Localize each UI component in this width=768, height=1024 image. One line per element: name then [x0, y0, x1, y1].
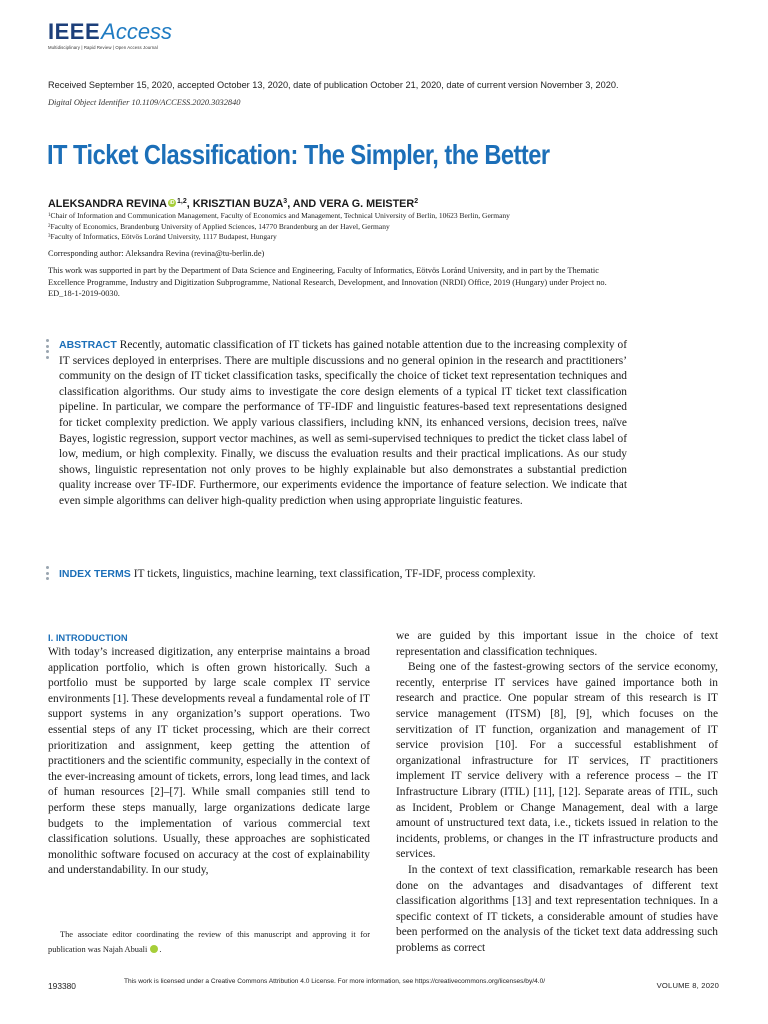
editor-footnote: The associate editor coordinating the review of this manuscript and approving it for publication was Najah Abuali iD. [48, 930, 370, 955]
intro-paragraph-3: In the context of text classification, remarkable research has been done on the advantages and disadvantages of different text classification algorithms [13] and text representation techniques. In a specific context of IT tickets, a considerable amount of studies have been performed on the analysis of the ticket text data addressing such problems as correct [396, 863, 718, 954]
footnote-text: The associate editor coordinating the review of this manuscript and approving it for publication was Najah Abuali [48, 930, 370, 955]
volume-info: VOLUME 8, 2020 [656, 981, 719, 990]
journal-logo [48, 21, 172, 50]
author-list [48, 198, 418, 210]
affiliation-3: $^3$Faculty of Informatics, Eötvös Loránd University, 1117 Budapest, Hungary [48, 232, 277, 241]
left-column [48, 630, 370, 879]
index-terms [59, 568, 659, 580]
logo-tagline: Multidisciplinary | Rapid Review | Open Access Journal [48, 45, 158, 50]
logo-access-text: Access [101, 19, 173, 44]
author-3[interactable]: , AND VERA G. MEISTER [287, 198, 415, 210]
affiliations [48, 211, 510, 243]
index-terms-label: INDEX TERMS [59, 568, 131, 580]
author-2[interactable]: , KRISZTIAN BUZA [186, 198, 284, 210]
index-terms-text: IT tickets, linguistics, machine learning, text classification, TF-IDF, process complexity. [133, 568, 536, 580]
intro-paragraph-1-cont: we are guided by this important issue in the choice of text representation and classification techniques. [396, 630, 718, 658]
affiliation-1: $^1$Chair of Information and Communication Management, Faculty of Economics and Management, Technical University of Berlin, 10623 Berlin, Germany [48, 211, 510, 220]
doi-line: Digital Object Identifier 10.1109/ACCESS.2020.3032840 [48, 98, 241, 107]
index-terms-marker-icon [46, 566, 50, 583]
author-2-affil: 3 [283, 198, 288, 205]
paper-title: IT Ticket Classification: The Simpler, the Better [47, 139, 550, 170]
author-1[interactable]: ALEKSANDRA REVINA [48, 198, 167, 210]
corresponding-author: Corresponding author: Aleksandra Revina (revina@tu-berlin.de) [48, 249, 265, 258]
author-1-affil: 1,2 [176, 198, 187, 205]
abstract-text: Recently, automatic classification of IT tickets has gained notable attention due to the increasing complexity of IT services deployed in enterprises. There are multiple discussions and no general opinion in the research and practitioners’ community on the design of IT ticket classification tasks, specifically the choice of ticket text representation techniques and classification algorithms. Our study aims to investigate the core design elements of a typical IT ticket text classification pipeline. In particular, we compare the performance of TF-IDF and linguistic features-based text representations designed for ticket complexity prediction. We apply various classifiers, including kNN, its enhanced versions, decision trees, naïve Bayes, logistic regression, support vector machines, as well as semi-supervised techniques to predict the ticket class label of low, medium, or high complexity. Finally, we discuss the evaluation results and their practical implications. As our study shows, linguistic representation not only proves to be highly explainable but also demonstrates a substantial prediction quality increase over TF-IDF. Furthermore, our experiments evidence the importance of feature selection. We indicate that even simple algorithms can deliver high-quality prediction when using appropriate linguistic features. [59, 339, 627, 507]
abstract-marker-icon [46, 339, 50, 361]
orcid-icon[interactable]: iD [150, 945, 158, 953]
affiliation-2: $^2$Faculty of Economics, Brandenburg University of Applied Sciences, 14770 Brandenburg an der Havel, Germany [48, 221, 390, 231]
intro-paragraph-1: With today’s increased digitization, any enterprise maintains a broad application portfolio, which is often grown historically. Such a portfolio must be supported by large scale complex IT service environments [1]. These developments reveal a fundamental role of IT support systems in any organization’s support operations. Two essential steps of any IT ticket processing, which are their correct prioritization and assignment, keep getting the attention of practitioners and the scientific community, especially in the context of the ever-increasing amount of tickets, errors, long lead times, and lack of human resources [2]–[7]. While small companies still tend to perform these steps manually, large organizations dedicate large budgets to the implementation of various commercial text classification solutions. Usually, these approaches are sophisticated monolithic software focused on accuracy at the cost of explainability and understandability. In our study, [48, 646, 370, 877]
logo-ieee-text: IEEE [48, 19, 101, 44]
section-heading: I. INTRODUCTION [48, 632, 128, 643]
orcid-icon[interactable]: iD [169, 200, 175, 206]
author-3-affil: 2 [414, 198, 419, 205]
right-column [396, 629, 718, 956]
intro-paragraph-2: Being one of the fastest-growing sectors of the service economy, recently, enterprise IT services have gained importance both in research and practice. One popular stream of this research is IT service management (ITSM) [8], [9], which focuses on the servitization of IT function, organization and management of IT service provision [10]. For a successful establishment of organizational infrastructure for IT services, IT practitioners implement IT service delivery with a reference process – the IT Infrastructure Library (ITIL) [11], [12]. Separate areas of ITIL, such as Incident, Problem or Change Management, deal with a large amount of unstructured text data, i.e., tickets issued in relation to the incidents, problems, or changes in the IT infrastructure products and services. [396, 661, 718, 861]
abstract-label: ABSTRACT [59, 339, 117, 351]
received-dates: Received September 15, 2020, accepted October 13, 2020, date of publication October 21, 2020, date of current version November 3, 2020. [48, 80, 619, 90]
page-number: 193380 [48, 981, 76, 991]
abstract [59, 338, 627, 510]
funding-statement: This work was supported in part by the Department of Data Science and Engineering, Faculty of Informatics, Eötvös Loránd University, and in part by the Thematic Excellence Programme, Industry and Digitization Subprogramme, National Research, Development, and Innovation (NRDI) Office, 2019 (Hungary) under Project no. ED_18-1-2019-0030. [48, 266, 607, 299]
license-notice[interactable]: This work is licensed under a Creative Commons Attribution 4.0 License. For more information, see https://creativecommons.org/licenses/by/4.0/ [124, 978, 546, 985]
